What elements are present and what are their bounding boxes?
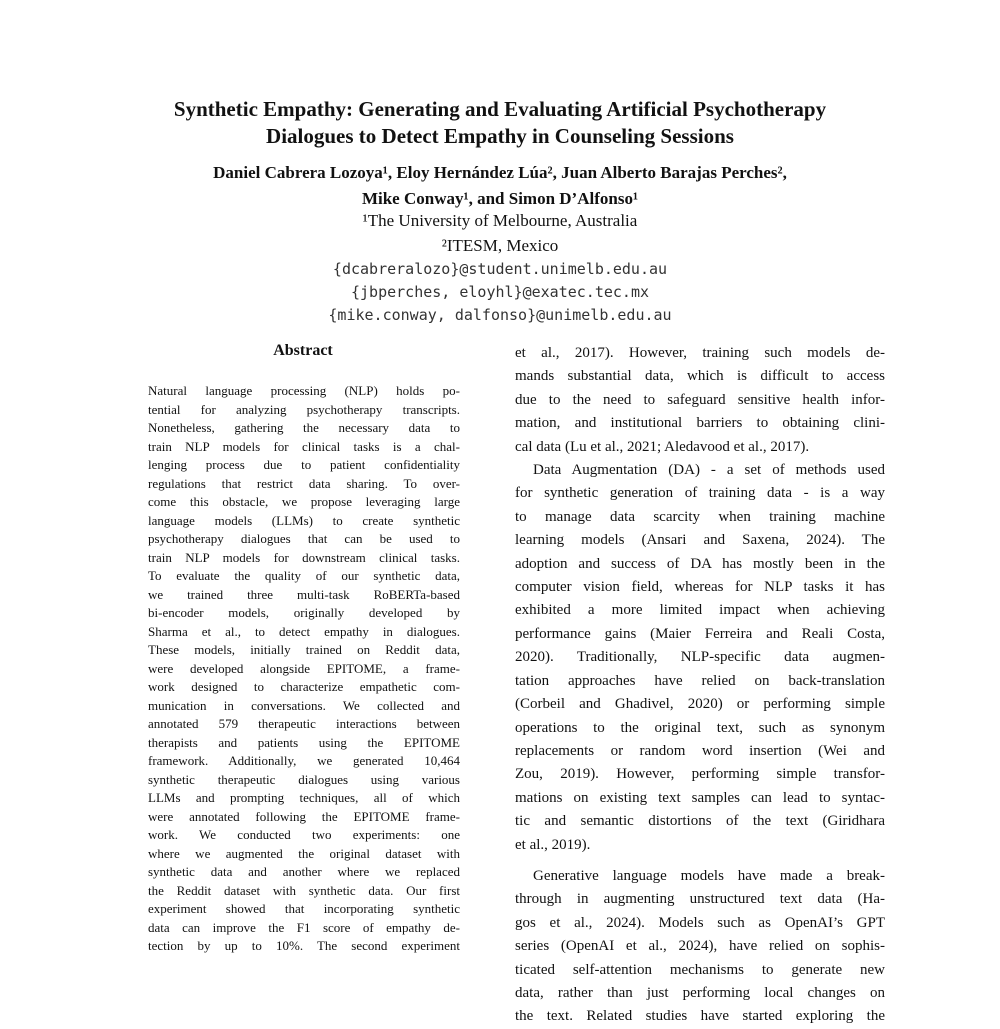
abstract-line: synthetic therapeutic dialogues using various <box>148 771 460 787</box>
abstract-line: where we augmented the original dataset with <box>148 845 460 861</box>
abstract-body <box>148 382 460 1000</box>
abstract-line: work. We conducted two experiments: one <box>148 827 460 842</box>
body-line: cal data (Lu et al., 2021; Aledavood et al., 2017). <box>515 438 810 455</box>
abstract-line: LLMs and prompting techniques, all of which <box>148 790 460 805</box>
abstract-line: data can improve the F1 score of empathy de- <box>148 919 460 935</box>
body-line: computer vision field, whereas for NLP tasks it has <box>515 579 885 596</box>
abstract-line: we trained three multi-task RoBERTa-based <box>148 586 460 602</box>
body-line: ticated self-attention mechanisms to generate new <box>515 961 885 978</box>
body-line: through in augmenting unstructured text data (Ha- <box>515 891 885 908</box>
body-line: the text. Related studies have started exploring the <box>515 1008 885 1025</box>
title-line: Dialogues to Detect Empathy in Counseling Sessions <box>266 124 734 148</box>
body-line: exhibited a more limited impact when achieving <box>515 602 885 619</box>
abstract-line: experiment showed that incorporating synthetic <box>148 901 460 916</box>
abstract-line: Nonetheless, gathering the necessary data to <box>148 420 460 435</box>
body-line: 2020). Traditionally, NLP-specific data augmen- <box>515 649 885 666</box>
abstract-line: train NLP models for clinical tasks is a chal- <box>148 438 460 454</box>
abstract-line: framework. Additionally, we generated 10,464 <box>148 753 460 768</box>
body-line: for synthetic generation of training data - is a way <box>515 485 885 502</box>
paragraph-gap <box>515 857 885 865</box>
email: {jbperches, eloyhl}@exatec.tec.mx <box>350 283 649 301</box>
body-line: series (OpenAI et al., 2024), have relied on sophis- <box>515 938 885 955</box>
abstract-heading: Abstract <box>273 342 333 359</box>
body-line: gos et al., 2024). Models such as OpenAI’s GPT <box>515 914 885 931</box>
abstract-line: come this obstacle, we propose leveraging large <box>148 494 460 509</box>
author-line: Mike Conway¹, and Simon D’Alfonso¹ <box>361 189 639 208</box>
body-line: mations on existing text samples can lead to syntac- <box>515 789 885 806</box>
email: {mike.conway, dalfonso}@unimelb.edu.au <box>328 306 672 324</box>
paper-title <box>60 96 940 150</box>
abstract-line: To evaluate the quality of our synthetic data, <box>148 568 460 583</box>
abstract-line: Natural language processing (NLP) holds po- <box>148 383 460 398</box>
abstract-line: psychotherapy dialogues that can be used to <box>148 531 460 546</box>
abstract-line: munication in conversations. We collected and <box>148 697 460 713</box>
abstract-line: annotated 579 therapeutic interactions between <box>148 716 460 731</box>
abstract-line: These models, initially trained on Reddit data, <box>148 642 460 657</box>
author-list <box>60 160 940 212</box>
abstract-line: tection by up to 10%. The second experiment <box>148 938 460 953</box>
author-line: Daniel Cabrera Lozoya¹, Eloy Hernández Lúa², Juan Alberto Barajas Perches², <box>213 163 787 182</box>
body-line: data, rather than just performing local changes on <box>515 984 885 1001</box>
body-right-column <box>515 342 885 1025</box>
abstract-line: tential for analyzing psychotherapy transcripts. <box>148 401 460 417</box>
abstract-line: therapists and patients using the EPITOME <box>148 734 460 750</box>
body-line: replacements or random word insertion (Wei and <box>515 742 885 759</box>
abstract-line: bi-encoder models, originally developed by <box>148 605 460 620</box>
body-line: tation approaches have relied on back-translation <box>515 672 885 689</box>
body-line: Zou, 2019). However, performing simple transfor- <box>515 766 885 783</box>
body-line: mation, and institutional barriers to obtaining clini- <box>515 415 885 432</box>
abstract-line: regulations that restrict data sharing. To over- <box>148 475 460 491</box>
body-line: et al., 2019). <box>515 836 591 853</box>
abstract-line: language models (LLMs) to create synthetic <box>148 512 460 528</box>
email: {dcabreralozo}@student.unimelb.edu.au <box>332 260 668 278</box>
abstract-line: were developed alongside EPITOME, a frame- <box>148 660 460 676</box>
body-line: Generative language models have made a break- <box>533 867 885 884</box>
body-line: Data Augmentation (DA) - a set of methods used <box>533 462 885 479</box>
abstract-line: the Reddit dataset with synthetic data. Our first <box>148 882 460 898</box>
body-line: operations to the original text, such as synonym <box>515 719 885 736</box>
affiliations <box>60 208 940 258</box>
body-line: adoption and success of DA has mostly been in the <box>515 555 885 572</box>
body-line: (Corbeil and Ghadivel, 2020) or performing simple <box>515 696 885 713</box>
title-line: Synthetic Empathy: Generating and Evaluating Artificial Psychotherapy <box>173 97 827 121</box>
body-line: mands substantial data, which is difficult to access <box>515 368 885 385</box>
body-line: learning models (Ansari and Saxena, 2024). The <box>515 532 885 549</box>
abstract-line: train NLP models for downstream clinical tasks. <box>148 549 460 565</box>
body-line: due to the need to safeguard sensitive health infor- <box>515 391 885 408</box>
body-line: to manage data scarcity when training machine <box>515 508 885 525</box>
body-line: tic and semantic distortions of the text (Giridhara <box>515 813 885 830</box>
email-list <box>60 258 940 327</box>
body-line: et al., 2017). However, training such models de- <box>515 345 885 361</box>
affiliation: ¹The University of Melbourne, Australia <box>362 211 638 230</box>
body-line: performance gains (Maier Ferreira and Reali Costa, <box>515 625 885 642</box>
affiliation: ²ITESM, Mexico <box>441 236 559 255</box>
abstract-line: were annotated following the EPITOME frame- <box>148 808 460 824</box>
abstract-line: synthetic data and another where we replaced <box>148 864 460 879</box>
abstract-line: work designed to characterize empathetic com- <box>148 679 460 694</box>
abstract-line: lenging process due to patient confidentiality <box>148 457 460 472</box>
abstract-line: Sharma et al., to detect empathy in dialogues. <box>148 623 460 639</box>
